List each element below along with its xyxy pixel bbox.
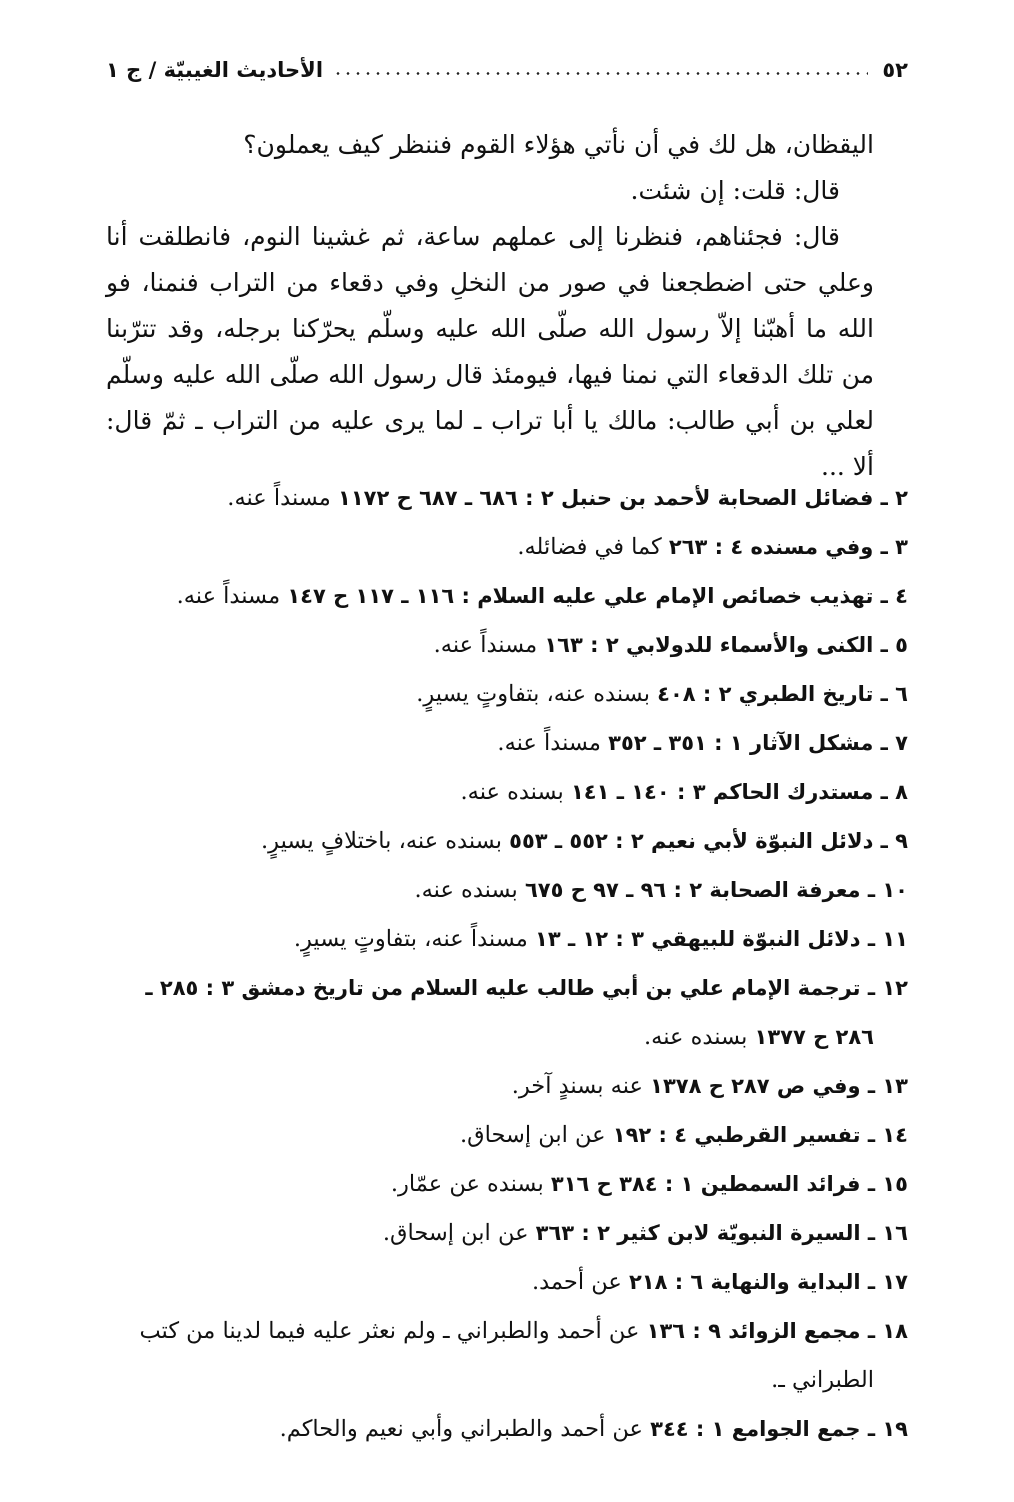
reference-note: عنه بسندٍ آخر. (511, 1073, 651, 1099)
reference-source: ١٩ ـ جمع الجوامع ١ : ٣٤٤ (650, 1417, 908, 1441)
reference-note: بسنده عنه، باختلافٍ يسيرٍ. (261, 828, 510, 854)
reference-source: ١٣ ـ وفي ص ٢٨٧ ح ١٣٧٨ (650, 1074, 908, 1098)
reference-source: ٧ ـ مشكل الآثار ١ : ٣٥١ ـ ٣٥٢ (608, 731, 908, 755)
reference-item (106, 817, 908, 866)
reference-note: بسنده عن عمّار. (390, 1171, 551, 1197)
reference-note: بسنده عنه. (414, 877, 525, 903)
reference-item (106, 1062, 908, 1111)
reference-source: ٥ ـ الكنى والأسماء للدولابي ٢ : ١٦٣ (544, 633, 908, 657)
reference-note: مسنداً عنه، بتفاوتٍ يسيرٍ. (293, 926, 535, 952)
reference-item (106, 1160, 908, 1209)
reference-item (106, 1209, 908, 1258)
reference-item (106, 474, 908, 523)
reference-item (106, 621, 908, 670)
reference-item (106, 768, 908, 817)
reference-source: ١٧ ـ البداية والنهاية ٦ : ٢١٨ (628, 1270, 908, 1294)
reference-note: بسنده عنه. (644, 1024, 755, 1050)
reference-item (106, 670, 908, 719)
reference-source: ١٤ ـ تفسير القرطبي ٤ : ١٩٢ (612, 1123, 908, 1147)
reference-note: كما في فضائله. (517, 534, 669, 560)
paragraph: اليقظان، هل لك في أن نأتي هؤلاء القوم فننظر كيف يعملون؟ (243, 130, 874, 159)
page-header (106, 50, 908, 90)
reference-source: ١٢ ـ ترجمة الإمام علي بن أبي طالب عليه السلام من تاريخ دمشق ٣ : ٢٨٥ ـ ٢٨٦ ح ١٣٧٧ (145, 976, 908, 1049)
reference-note: عن ابن إسحاق. (382, 1220, 536, 1246)
main-text (106, 122, 874, 490)
reference-note: مسنداً عنه. (227, 485, 339, 511)
reference-item (106, 719, 908, 768)
reference-note: مسنداً عنه. (433, 632, 545, 658)
reference-note: عن أحمد. (531, 1269, 629, 1295)
reference-source: ١٥ ـ فرائد السمطين ١ : ٣٨٤ ح ٣١٦ (550, 1172, 908, 1196)
paragraph: قال: قلت: إن شئت. (630, 176, 840, 205)
page-number: ٥٢ (882, 58, 908, 82)
reference-item (106, 866, 908, 915)
paragraph: قال: فجئناهم، فنظرنا إلى عملهم ساعة، ثم غشينا النوم، فانطلقت أنا وعلي حتى اضطجعنا في صور من النخلِ وفي دقعاء من التراب فنمنا، فو الله ما أهبّنا إلاّ رسول الله صلّى الله عليه وسلّم يحرّكنا برجله، وقد تترّبنا من تلك الدقعاء التي نمنا فيها، فيومئذ قال رسول الله صلّى الله عليه وسلّم لعلي بن أبي طالب: مالك يا أبا تراب ـ لما يرى عليه من التراب ـ ثمّ قال: ألا ... (106, 222, 874, 481)
reference-source: ٦ ـ تاريخ الطبري ٢ : ٤٠٨ (657, 682, 908, 706)
reference-source: ١٨ ـ مجمع الزوائد ٩ : ١٣٦ (646, 1319, 908, 1343)
reference-note: عن أحمد والطبراني ـ ولم نعثر عليه فيما لدينا من كتب الطبراني ـ. (139, 1318, 874, 1393)
reference-source: ١٦ ـ السيرة النبويّة لابن كثير ٢ : ٣٦٣ (535, 1221, 908, 1245)
reference-item (106, 523, 908, 572)
reference-note: بسنده عنه. (460, 779, 571, 805)
reference-note: مسنداً عنه. (497, 730, 609, 756)
reference-item (106, 1307, 908, 1405)
reference-note: عن أحمد والطبراني وأبي نعيم والحاكم. (279, 1416, 651, 1442)
reference-item (106, 915, 908, 964)
reference-source: ٤ ـ تهذيب خصائص الإمام علي عليه السلام : ١١٦ ـ ١١٧ ح ١٤٧ (287, 584, 908, 608)
reference-source: ٨ ـ مستدرك الحاكم ٣ : ١٤٠ ـ ١٤١ (570, 780, 908, 804)
reference-source: ١١ ـ دلائل النبوّة للبيهقي ٣ : ١٢ ـ ١٣ (535, 927, 908, 951)
reference-item (106, 572, 908, 621)
reference-source: ٢ ـ فضائل الصحابة لأحمد بن حنبل ٢ : ٦٨٦ ـ ٦٨٧ ح ١١٧٢ (338, 486, 908, 510)
reference-item (106, 1111, 908, 1160)
reference-source: ١٠ ـ معرفة الصحابة ٢ : ٩٦ ـ ٩٧ ح ٦٧٥ (524, 878, 908, 902)
reference-item (106, 1405, 908, 1454)
reference-item (106, 1258, 908, 1307)
reference-note: بسنده عنه، بتفاوتٍ يسيرٍ. (416, 681, 658, 707)
reference-item (106, 964, 908, 1062)
running-title: الأحاديث الغيبيّة / ج ١ (106, 58, 324, 82)
reference-source: ٣ ـ وفي مسنده ٤ : ٢٦٣ (668, 535, 908, 559)
reference-note: مسنداً عنه. (176, 583, 288, 609)
reference-note: عن ابن إسحاق. (460, 1122, 613, 1148)
reference-source: ٩ ـ دلائل النبوّة لأبي نعيم ٢ : ٥٥٢ ـ ٥٥٣ (509, 829, 908, 853)
reference-list (106, 474, 908, 1454)
header-dot-leader (333, 72, 868, 75)
